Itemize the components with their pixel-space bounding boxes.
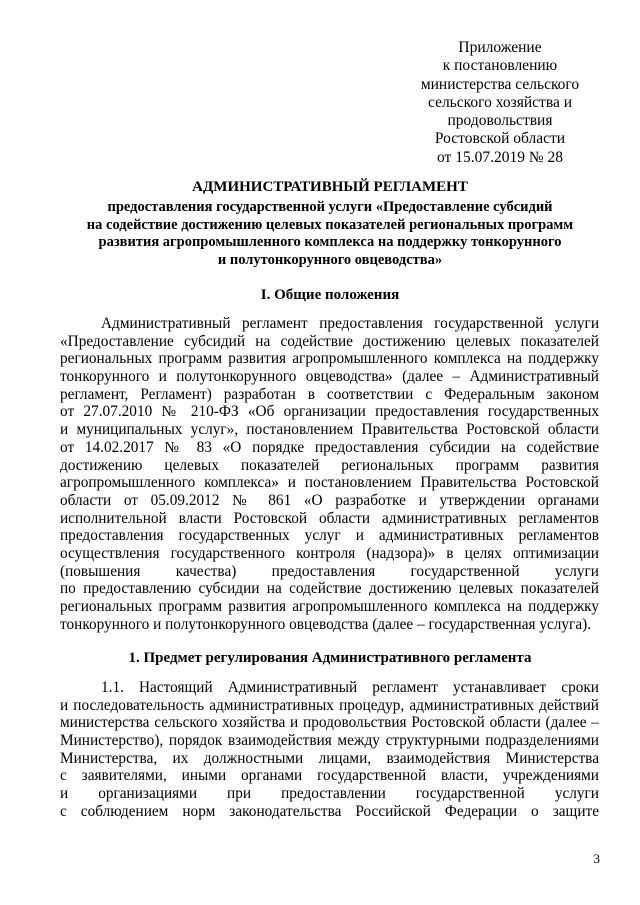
paragraph-line: Административный регламент предоставления государственной услуги xyxy=(101,315,599,332)
paragraph-line: исполнительной власти Ростовской области административных регламентов xyxy=(60,509,599,527)
section-general-paragraph xyxy=(60,315,599,633)
paragraph-line: региональных программ развития агропромышленного комплекса на поддержку xyxy=(60,598,599,615)
paragraph-line: и организациями при предоставлении государственной услуги xyxy=(60,785,599,803)
section-heading-general: I. Общие положения xyxy=(260,287,400,303)
paragraph-line: 1.1. Настоящий Административный регламент устанавливает сроки xyxy=(101,679,599,696)
appendix-line: министерства сельского xyxy=(420,75,580,93)
paragraph-line: тонкорунного и полутонкорунного овцеводства» (далее – Административный xyxy=(60,368,599,386)
section-heading-subject: 1. Предмет регулирования Административного регламента xyxy=(128,650,532,666)
subtitle-line: и полутонкорунного овцеводства» xyxy=(217,252,443,269)
section-subject-paragraph xyxy=(60,679,599,821)
paragraph-line: «Предоставление субсидий на содействие достижению целевых показателей xyxy=(60,332,599,350)
paragraph-line: от 14.02.2017 № 83 «О порядке предоставления субсидии на содействие xyxy=(60,438,599,456)
paragraph-line: региональных программ развития агропромышленного комплекса на поддержку xyxy=(60,350,599,368)
appendix-line: Приложение xyxy=(458,39,542,56)
paragraph-line: регламент, Регламент) разработан в соответствии с Федеральным законом xyxy=(60,385,599,403)
appendix-block xyxy=(400,39,600,167)
paragraph-line: и муниципальных услуг», постановлением Правительства Ростовской области xyxy=(60,421,599,439)
paragraph-line: с заявителями, иными органами государственной власти, учреждениями xyxy=(60,767,599,785)
paragraph-line: министерства сельского хозяйства и продовольствия Ростовской области (далее – xyxy=(60,714,599,732)
appendix-line: сельского хозяйства и xyxy=(428,93,572,111)
paragraph-line: достижению целевых показателей региональных программ развития xyxy=(60,456,599,474)
paragraph-line: области от 05.09.2012 № 861 «О разработке и утверждении органами xyxy=(60,491,599,509)
paragraph-line: тонкорунного и полутонкорунного овцеводства (далее – государственная услуга). xyxy=(60,615,592,633)
paragraph-line: Министерство), порядок взаимодействия между структурными подразделениями xyxy=(60,732,599,750)
paragraph-line: предоставления государственных услуг и административных регламентов xyxy=(60,527,599,545)
document-title: АДМИНИСТРАТИВНЫЙ РЕГЛАМЕНТ xyxy=(192,179,468,195)
document-subtitle xyxy=(60,199,600,270)
subtitle-line: на содействие достижению целевых показателей региональных программ xyxy=(86,216,574,233)
paragraph-line: агропромышленного комплекса» и постановлением Правительства Ростовской xyxy=(60,474,599,492)
paragraph-line: и последовательность административных процедур, административных действий xyxy=(60,696,599,714)
appendix-line: Ростовской области xyxy=(434,130,566,148)
appendix-line: от 15.07.2019 № 28 xyxy=(437,148,563,166)
page-number: 3 xyxy=(593,851,600,866)
appendix-line: продовольствия xyxy=(447,112,553,130)
paragraph-line: осуществления государственного контроля (надзора)» в целях оптимизации xyxy=(60,544,599,562)
subtitle-line: предоставления государственной услуги «Предоставление субсидий xyxy=(107,199,553,215)
paragraph-line: (повышения качества) предоставления государственной услуги xyxy=(60,562,599,580)
appendix-line: к постановлению xyxy=(442,57,558,75)
paragraph-line: от 27.07.2010 № 210-ФЗ «Об организации предоставления государственных xyxy=(60,403,599,421)
paragraph-line: по предоставлению субсидии на содействие достижению целевых показателей xyxy=(60,580,599,598)
paragraph-line: Министерства, их должностными лицами, взаимодействия Министерства xyxy=(60,749,599,767)
paragraph-line: с соблюдением норм законодательства Российской Федерации о защите xyxy=(60,802,599,820)
subtitle-line: развития агропромышленного комплекса на поддержку тонкорунного xyxy=(98,234,562,251)
